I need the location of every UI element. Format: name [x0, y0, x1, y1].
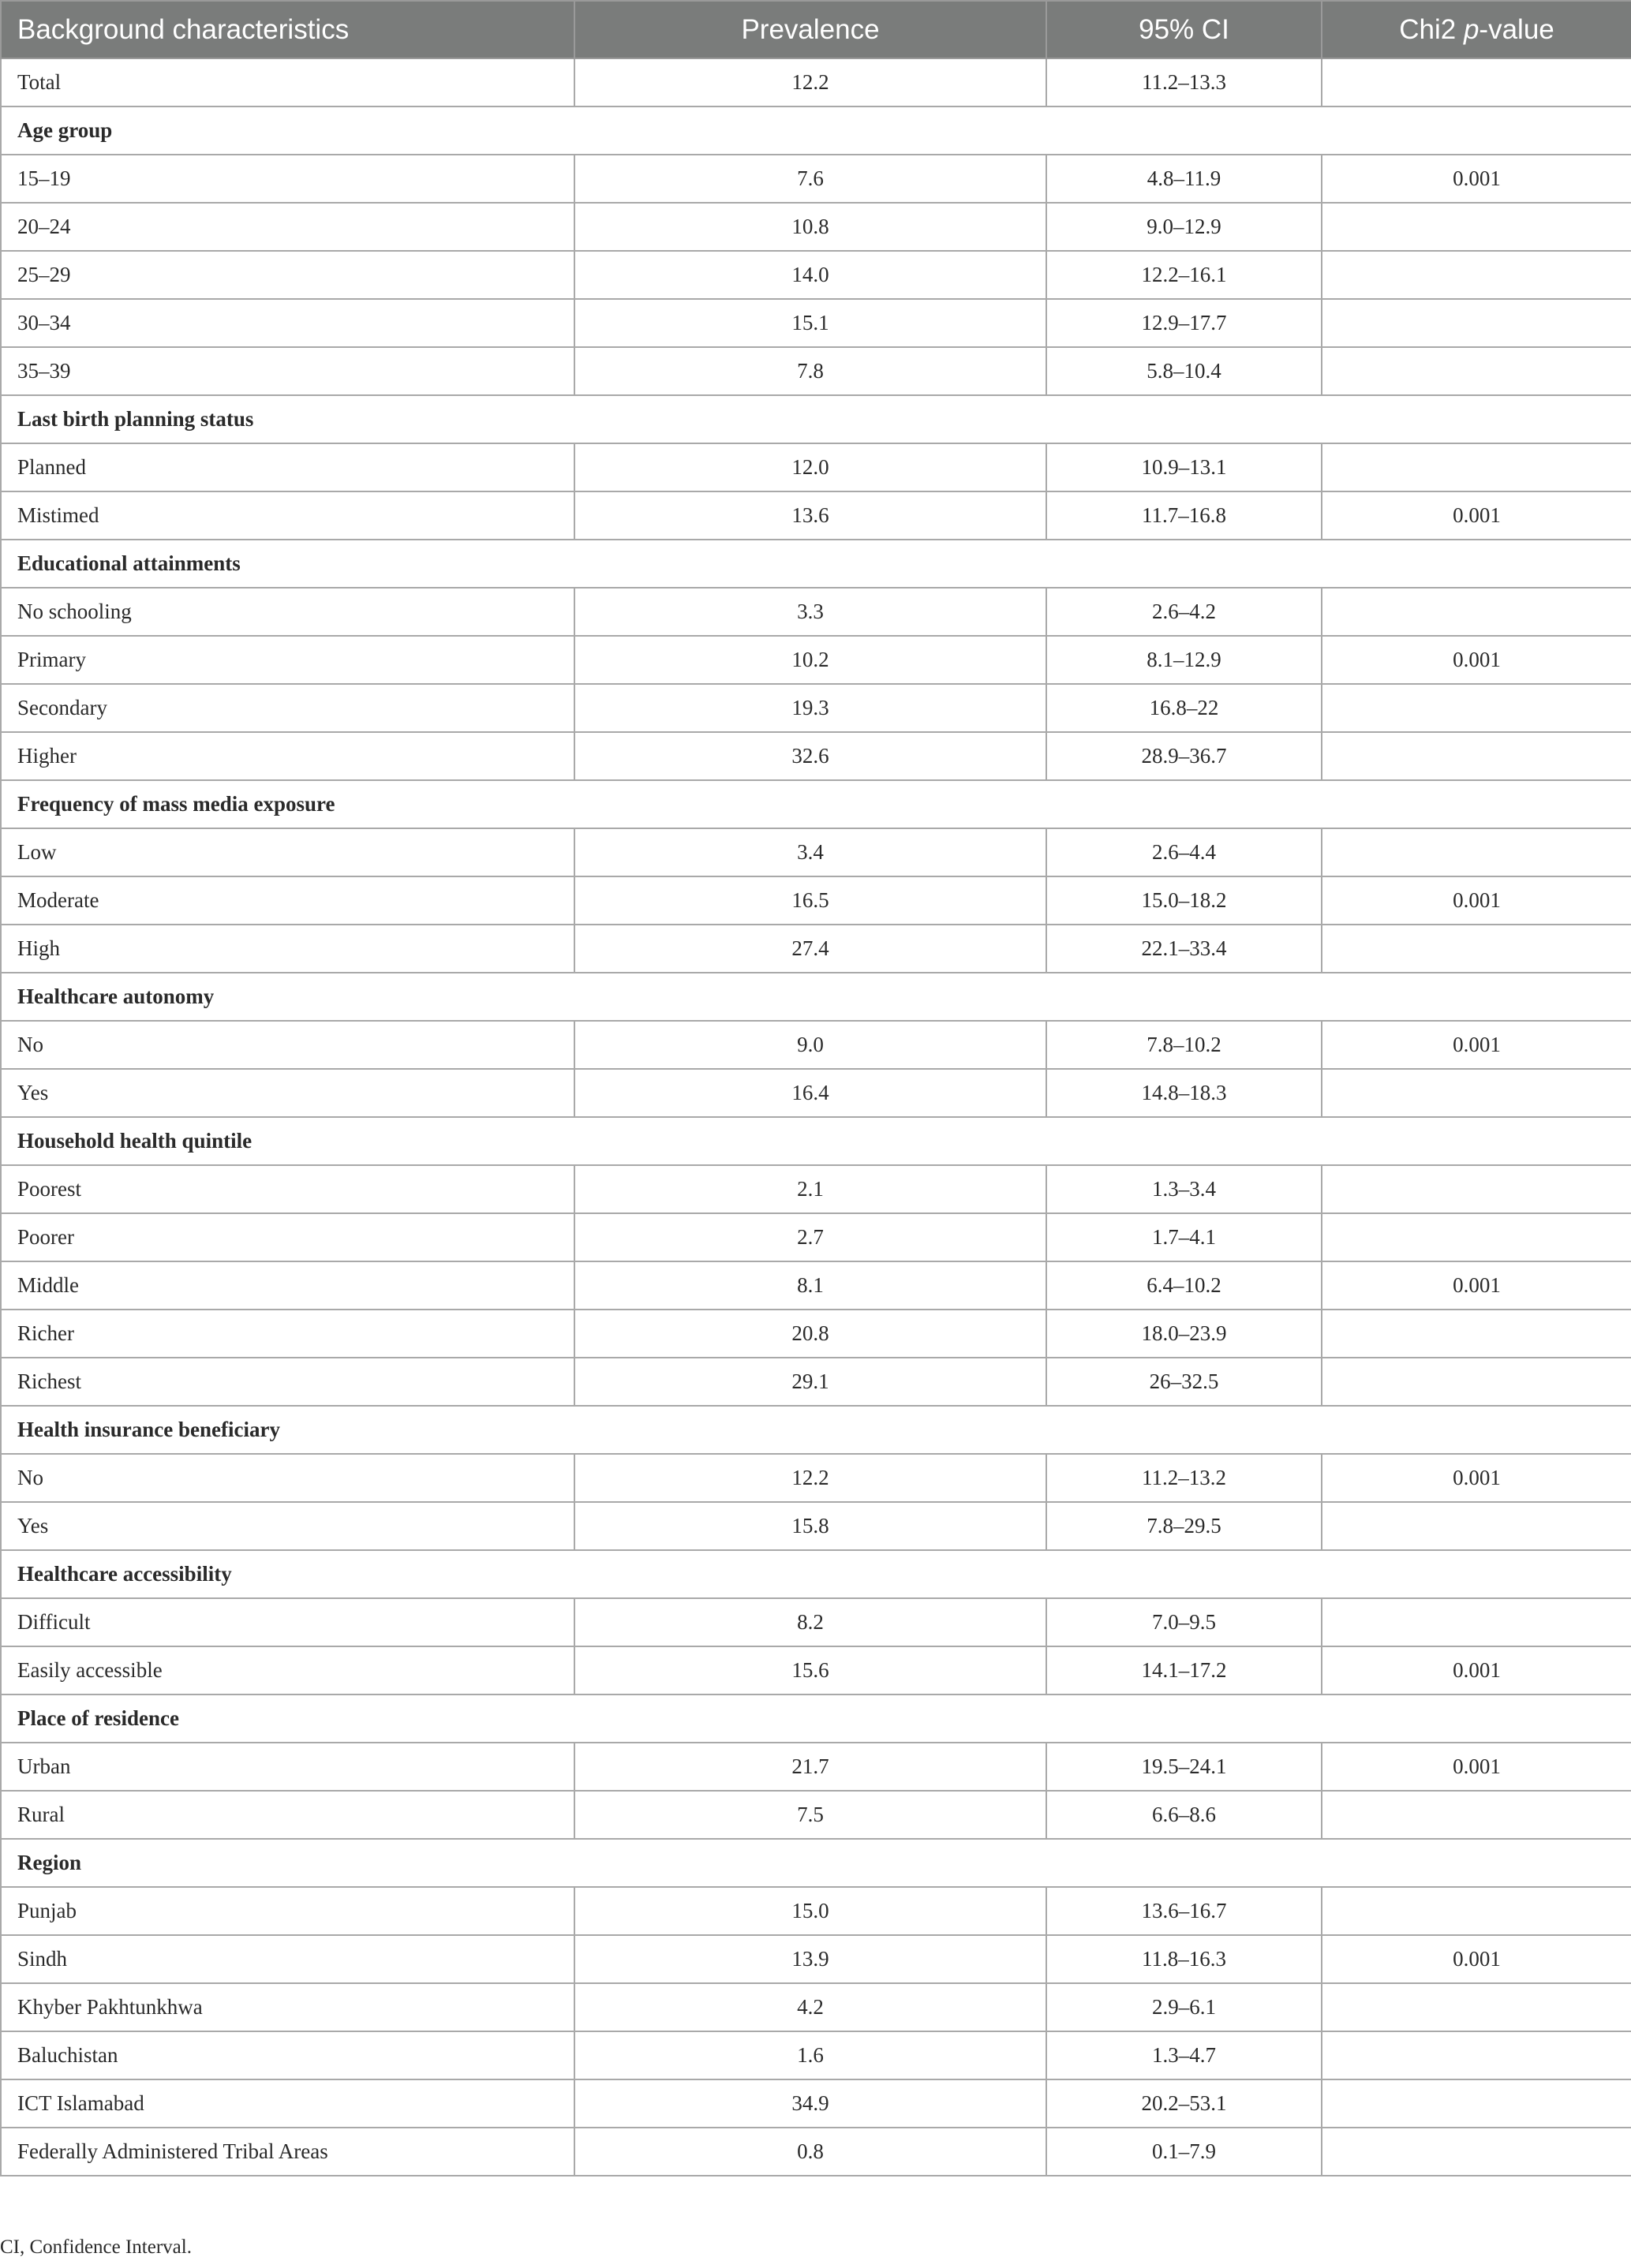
row-label: Poorest [1, 1165, 574, 1213]
ci-cell: 6.6–8.6 [1046, 1791, 1322, 1839]
group-header-row [1, 1117, 1631, 1165]
ci-cell: 19.5–24.1 [1046, 1743, 1322, 1791]
table-row [1, 2128, 1631, 2176]
p-value-cell [1322, 1358, 1631, 1406]
table-row [1, 491, 1631, 540]
ci-cell: 6.4–10.2 [1046, 1261, 1322, 1310]
header-chi2-suffix: -value [1479, 13, 1554, 45]
prevalence-cell: 13.6 [574, 491, 1046, 540]
row-label: Planned [1, 443, 574, 491]
ci-cell: 14.8–18.3 [1046, 1069, 1322, 1117]
ci-cell: 13.6–16.7 [1046, 1887, 1322, 1935]
table-header-row [1, 1, 1631, 58]
table-row [1, 299, 1631, 347]
row-label: Secondary [1, 684, 574, 732]
table-row [1, 925, 1631, 973]
prevalence-cell: 15.8 [574, 1502, 1046, 1550]
prevalence-cell: 8.2 [574, 1598, 1046, 1646]
group-label: Frequency of mass media exposure [1, 780, 1631, 828]
prevalence-cell: 0.8 [574, 2128, 1046, 2176]
table-row [1, 1887, 1631, 1935]
prevalence-cell: 7.6 [574, 155, 1046, 203]
header-prevalence: Prevalence [574, 1, 1046, 58]
ci-cell: 11.7–16.8 [1046, 491, 1322, 540]
p-value-cell: 0.001 [1322, 155, 1631, 203]
p-value-cell [1322, 1310, 1631, 1358]
table-row [1, 1069, 1631, 1117]
header-chi2-prefix: Chi2 [1399, 13, 1464, 45]
row-label: Federally Administered Tribal Areas [1, 2128, 574, 2176]
table-row [1, 828, 1631, 876]
table-row [1, 588, 1631, 636]
table-row [1, 1935, 1631, 1983]
row-label: Yes [1, 1069, 574, 1117]
row-label: ICT Islamabad [1, 2079, 574, 2128]
p-value-cell [1322, 347, 1631, 395]
row-label: Yes [1, 1502, 574, 1550]
ci-cell: 8.1–12.9 [1046, 636, 1322, 684]
ci-cell: 16.8–22 [1046, 684, 1322, 732]
prevalence-cell: 32.6 [574, 732, 1046, 780]
ci-cell: 5.8–10.4 [1046, 347, 1322, 395]
p-value-cell: 0.001 [1322, 1021, 1631, 1069]
table-row [1, 1454, 1631, 1502]
ci-cell: 1.7–4.1 [1046, 1213, 1322, 1261]
p-value-cell [1322, 684, 1631, 732]
table-row [1, 443, 1631, 491]
p-value-cell [1322, 203, 1631, 251]
p-value-cell [1322, 58, 1631, 106]
table-row [1, 1646, 1631, 1694]
p-value-cell [1322, 2079, 1631, 2128]
table-row [1, 203, 1631, 251]
p-value-cell [1322, 1598, 1631, 1646]
group-header-row [1, 1550, 1631, 1598]
prevalence-cell: 16.5 [574, 876, 1046, 925]
p-value-cell [1322, 1069, 1631, 1117]
table-row [1, 2031, 1631, 2079]
group-header-row [1, 973, 1631, 1021]
row-label: Mistimed [1, 491, 574, 540]
group-label: Healthcare autonomy [1, 973, 1631, 1021]
prevalence-cell: 12.2 [574, 58, 1046, 106]
p-value-cell [1322, 1983, 1631, 2031]
table-row [1, 1021, 1631, 1069]
row-label: 30–34 [1, 299, 574, 347]
p-value-cell: 0.001 [1322, 636, 1631, 684]
p-value-cell [1322, 588, 1631, 636]
ci-cell: 9.0–12.9 [1046, 203, 1322, 251]
row-label: High [1, 925, 574, 973]
table-row [1, 251, 1631, 299]
prevalence-cell: 19.3 [574, 684, 1046, 732]
ci-cell: 11.8–16.3 [1046, 1935, 1322, 1983]
p-value-cell [1322, 1165, 1631, 1213]
p-value-cell [1322, 443, 1631, 491]
table-row [1, 1791, 1631, 1839]
p-value-cell [1322, 1887, 1631, 1935]
p-value-cell: 0.001 [1322, 876, 1631, 925]
table-row [1, 732, 1631, 780]
prevalence-cell: 3.3 [574, 588, 1046, 636]
table-row [1, 2079, 1631, 2128]
ci-cell: 11.2–13.3 [1046, 58, 1322, 106]
ci-cell: 2.6–4.4 [1046, 828, 1322, 876]
p-value-cell: 0.001 [1322, 1743, 1631, 1791]
ci-cell: 10.9–13.1 [1046, 443, 1322, 491]
table-row [1, 155, 1631, 203]
ci-cell: 12.2–16.1 [1046, 251, 1322, 299]
row-label: Poorer [1, 1213, 574, 1261]
table-row [1, 1983, 1631, 2031]
table-row [1, 684, 1631, 732]
table-footnote: CI, Confidence Interval. [0, 2236, 192, 2258]
row-label: Moderate [1, 876, 574, 925]
row-label: Richest [1, 1358, 574, 1406]
p-value-cell [1322, 828, 1631, 876]
group-header-row [1, 106, 1631, 155]
p-value-cell [1322, 251, 1631, 299]
ci-cell: 7.8–10.2 [1046, 1021, 1322, 1069]
ci-cell: 20.2–53.1 [1046, 2079, 1322, 2128]
group-header-row [1, 1839, 1631, 1887]
p-value-cell [1322, 1791, 1631, 1839]
table-row [1, 876, 1631, 925]
prevalence-cell: 21.7 [574, 1743, 1046, 1791]
table-row [1, 1743, 1631, 1791]
group-label: Region [1, 1839, 1631, 1887]
prevalence-cell: 9.0 [574, 1021, 1046, 1069]
row-label: 20–24 [1, 203, 574, 251]
prevalence-cell: 4.2 [574, 1983, 1046, 2031]
header-background-characteristics: Background characteristics [1, 1, 574, 58]
p-value-cell [1322, 1213, 1631, 1261]
row-label: Higher [1, 732, 574, 780]
row-label: No [1, 1454, 574, 1502]
header-ci: 95% CI [1046, 1, 1322, 58]
ci-cell: 7.8–29.5 [1046, 1502, 1322, 1550]
prevalence-cell: 12.0 [574, 443, 1046, 491]
prevalence-cell: 20.8 [574, 1310, 1046, 1358]
p-value-cell [1322, 925, 1631, 973]
p-value-cell: 0.001 [1322, 1261, 1631, 1310]
prevalence-cell: 34.9 [574, 2079, 1046, 2128]
p-value-cell [1322, 299, 1631, 347]
row-label: Baluchistan [1, 2031, 574, 2079]
table-body [1, 58, 1631, 2176]
prevalence-cell: 10.2 [574, 636, 1046, 684]
prevalence-cell: 7.8 [574, 347, 1046, 395]
group-label: Household health quintile [1, 1117, 1631, 1165]
header-chi2-p-value [1322, 1, 1631, 58]
prevalence-cell: 7.5 [574, 1791, 1046, 1839]
row-label: Urban [1, 1743, 574, 1791]
ci-cell: 0.1–7.9 [1046, 2128, 1322, 2176]
table-row [1, 58, 1631, 106]
row-label: Rural [1, 1791, 574, 1839]
p-value-cell [1322, 2031, 1631, 2079]
ci-cell: 1.3–3.4 [1046, 1165, 1322, 1213]
p-value-cell: 0.001 [1322, 491, 1631, 540]
prevalence-cell: 1.6 [574, 2031, 1046, 2079]
prevalence-cell: 15.6 [574, 1646, 1046, 1694]
row-label: Total [1, 58, 574, 106]
group-header-row [1, 780, 1631, 828]
p-value-cell [1322, 1502, 1631, 1550]
group-label: Place of residence [1, 1694, 1631, 1743]
prevalence-cell: 14.0 [574, 251, 1046, 299]
ci-cell: 12.9–17.7 [1046, 299, 1322, 347]
prevalence-cell: 15.1 [574, 299, 1046, 347]
ci-cell: 26–32.5 [1046, 1358, 1322, 1406]
row-label: Richer [1, 1310, 574, 1358]
ci-cell: 15.0–18.2 [1046, 876, 1322, 925]
ci-cell: 11.2–13.2 [1046, 1454, 1322, 1502]
row-label: Low [1, 828, 574, 876]
prevalence-cell: 16.4 [574, 1069, 1046, 1117]
group-header-row [1, 1406, 1631, 1454]
row-label: Punjab [1, 1887, 574, 1935]
group-label: Last birth planning status [1, 395, 1631, 443]
header-chi2-p: p [1463, 13, 1479, 45]
row-label: Sindh [1, 1935, 574, 1983]
table-row [1, 1165, 1631, 1213]
prevalence-cell: 29.1 [574, 1358, 1046, 1406]
p-value-cell: 0.001 [1322, 1454, 1631, 1502]
prevalence-cell: 13.9 [574, 1935, 1046, 1983]
table-row [1, 1213, 1631, 1261]
prevalence-cell: 10.8 [574, 203, 1046, 251]
row-label: Easily accessible [1, 1646, 574, 1694]
ci-cell: 7.0–9.5 [1046, 1598, 1322, 1646]
row-label: Difficult [1, 1598, 574, 1646]
row-label: Primary [1, 636, 574, 684]
row-label: 35–39 [1, 347, 574, 395]
ci-cell: 22.1–33.4 [1046, 925, 1322, 973]
ci-cell: 2.6–4.2 [1046, 588, 1322, 636]
table-row [1, 1502, 1631, 1550]
table-row [1, 636, 1631, 684]
table-row [1, 1310, 1631, 1358]
row-label: 25–29 [1, 251, 574, 299]
group-header-row [1, 540, 1631, 588]
table-row [1, 1358, 1631, 1406]
prevalence-cell: 2.7 [574, 1213, 1046, 1261]
group-header-row [1, 395, 1631, 443]
table-row [1, 347, 1631, 395]
table-row [1, 1261, 1631, 1310]
ci-cell: 14.1–17.2 [1046, 1646, 1322, 1694]
prevalence-cell: 2.1 [574, 1165, 1046, 1213]
ci-cell: 28.9–36.7 [1046, 732, 1322, 780]
table-row [1, 1598, 1631, 1646]
prevalence-cell: 12.2 [574, 1454, 1046, 1502]
ci-cell: 2.9–6.1 [1046, 1983, 1322, 2031]
p-value-cell [1322, 2128, 1631, 2176]
group-label: Educational attainments [1, 540, 1631, 588]
row-label: No schooling [1, 588, 574, 636]
prevalence-cell: 3.4 [574, 828, 1046, 876]
ci-cell: 18.0–23.9 [1046, 1310, 1322, 1358]
row-label: No [1, 1021, 574, 1069]
prevalence-cell: 8.1 [574, 1261, 1046, 1310]
p-value-cell [1322, 732, 1631, 780]
row-label: 15–19 [1, 155, 574, 203]
ci-cell: 1.3–4.7 [1046, 2031, 1322, 2079]
group-header-row [1, 1694, 1631, 1743]
prevalence-cell: 15.0 [574, 1887, 1046, 1935]
p-value-cell: 0.001 [1322, 1935, 1631, 1983]
row-label: Khyber Pakhtunkhwa [1, 1983, 574, 2031]
group-label: Healthcare accessibility [1, 1550, 1631, 1598]
prevalence-cell: 27.4 [574, 925, 1046, 973]
p-value-cell: 0.001 [1322, 1646, 1631, 1694]
ci-cell: 4.8–11.9 [1046, 155, 1322, 203]
row-label: Middle [1, 1261, 574, 1310]
group-label: Health insurance beneficiary [1, 1406, 1631, 1454]
group-label: Age group [1, 106, 1631, 155]
